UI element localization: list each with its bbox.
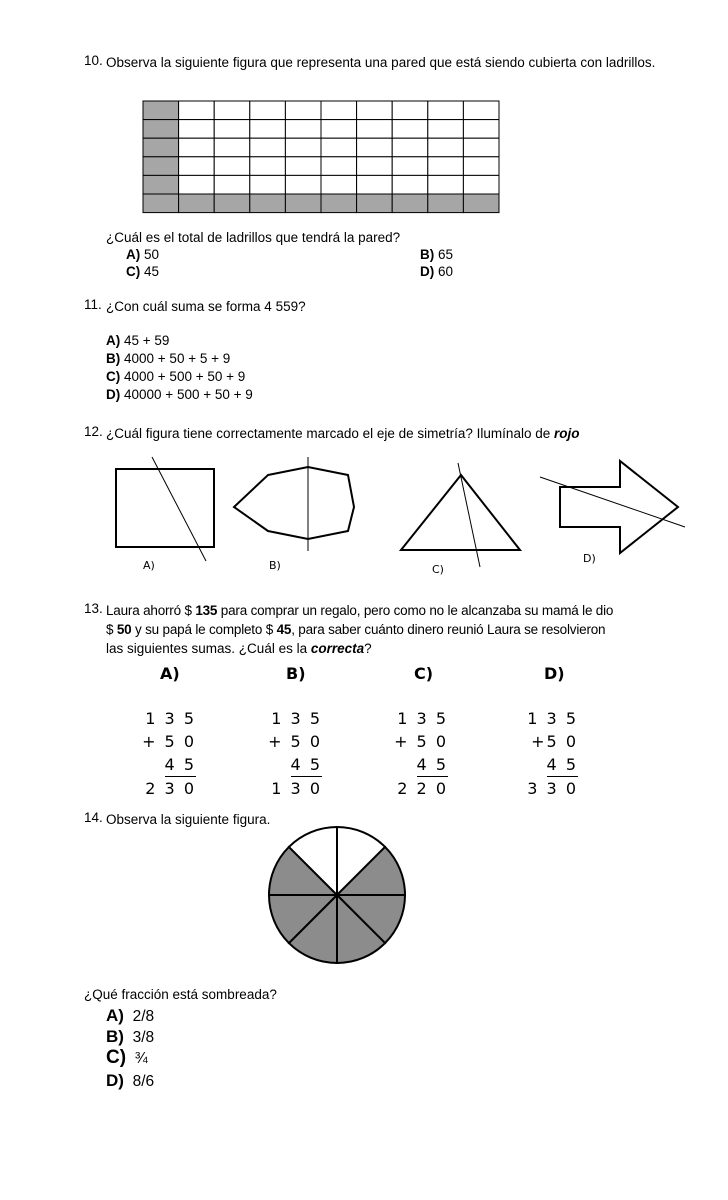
brick-empty <box>357 175 393 194</box>
brick-empty <box>428 120 464 139</box>
brick-empty <box>214 138 250 157</box>
option-d[interactable]: D) 60 <box>420 264 454 279</box>
brick-empty <box>392 120 428 139</box>
brick-empty <box>428 138 464 157</box>
brick-placed <box>250 194 286 213</box>
brick-empty <box>463 120 499 139</box>
brick-placed <box>179 194 215 213</box>
brick-empty <box>285 101 321 120</box>
question-line-1: Laura ahorró $ 135 para comprar un regalo, pero como no le alcanzaba su mamá le dio <box>106 603 614 618</box>
brick-placed <box>143 101 179 120</box>
question-number: 12. <box>84 424 103 439</box>
option-c[interactable]: C) ¾ <box>106 1047 148 1068</box>
question-text-main: ¿Cuál figura tiene correctamente marcado el eje de simetría? Ilumínalo de <box>106 426 554 441</box>
question-text: Observa la siguiente figura. <box>106 812 271 827</box>
question-number: 10. <box>84 53 103 68</box>
symmetry-figures <box>100 455 690 585</box>
sum-c[interactable]: 1 3 5 + 5 0 4 5 2 2 0 <box>394 709 448 798</box>
option-d[interactable]: D) 8/6 <box>106 1071 155 1090</box>
brick-empty <box>250 175 286 194</box>
option-a[interactable]: A) 2/8 <box>106 1006 155 1025</box>
brick-empty <box>463 157 499 176</box>
question-number: 11. <box>84 297 102 312</box>
question-line-2: $ 50 y su papá le completo $ 45, para saber cuánto dinero reunió Laura se resolvieron <box>106 622 606 637</box>
question-prompt: ¿Qué fracción está sombreada? <box>84 987 277 1002</box>
option-b[interactable]: B) 4000 + 50 + 5 + 9 <box>106 351 231 366</box>
figure-c-triangle[interactable] <box>401 463 520 567</box>
brick-empty <box>357 101 393 120</box>
brick-empty <box>214 157 250 176</box>
figure-label-c: C) <box>432 563 444 576</box>
question-number: 13. <box>84 601 103 616</box>
brick-placed <box>143 157 179 176</box>
brick-empty <box>321 138 357 157</box>
brick-empty <box>179 138 215 157</box>
question-line-3: las siguientes sumas. ¿Cuál es la correcta? <box>106 641 372 656</box>
brick-empty <box>357 157 393 176</box>
brick-empty <box>285 120 321 139</box>
brick-placed <box>463 194 499 213</box>
brick-empty <box>428 157 464 176</box>
option-a[interactable]: A) 50 <box>126 247 160 262</box>
figure-label-b: B) <box>269 559 281 572</box>
brick-placed <box>143 120 179 139</box>
brick-empty <box>428 175 464 194</box>
brick-empty <box>463 138 499 157</box>
brick-empty <box>250 138 286 157</box>
brick-empty <box>250 101 286 120</box>
brick-empty <box>250 157 286 176</box>
brick-placed <box>143 138 179 157</box>
option-d[interactable]: D) 40000 + 500 + 50 + 9 <box>106 387 253 402</box>
brick-empty <box>428 101 464 120</box>
brick-empty <box>321 175 357 194</box>
figure-d-arrow[interactable] <box>540 461 685 553</box>
brick-empty <box>463 101 499 120</box>
brick-placed <box>428 194 464 213</box>
sum-d[interactable]: 1 3 5 +5 0 4 5 3 3 0 <box>527 709 578 798</box>
brick-placed <box>143 194 179 213</box>
sum-label-d: D) <box>544 664 565 683</box>
brick-empty <box>214 120 250 139</box>
option-a[interactable]: A) 45 + 59 <box>106 333 170 348</box>
brick-placed <box>357 194 393 213</box>
brick-placed <box>285 194 321 213</box>
brick-placed <box>214 194 250 213</box>
emphasis-word: rojo <box>553 426 580 441</box>
brick-empty <box>392 101 428 120</box>
brick-empty <box>321 101 357 120</box>
brick-empty <box>321 120 357 139</box>
sum-label-a: A) <box>160 664 180 683</box>
brick-empty <box>250 120 286 139</box>
option-b[interactable]: B) 3/8 <box>106 1027 155 1046</box>
brick-empty <box>392 175 428 194</box>
brick-empty <box>357 120 393 139</box>
option-c[interactable]: C) 4000 + 500 + 50 + 9 <box>106 369 246 384</box>
brick-empty <box>179 157 215 176</box>
brick-placed <box>143 175 179 194</box>
brick-empty <box>285 157 321 176</box>
brick-wall-figure <box>142 100 500 214</box>
brick-placed <box>321 194 357 213</box>
brick-empty <box>214 175 250 194</box>
option-b[interactable]: B) 65 <box>420 247 454 262</box>
brick-empty <box>285 138 321 157</box>
brick-empty <box>463 175 499 194</box>
brick-empty <box>179 175 215 194</box>
question-text: ¿Con cuál suma se forma 4 559? <box>106 299 306 314</box>
fraction-circle <box>264 822 410 968</box>
question-prompt: ¿Cuál es el total de ladrillos que tendrá la pared? <box>106 230 401 245</box>
brick-empty <box>321 157 357 176</box>
figure-label-d: D) <box>583 552 596 565</box>
question-text: Observa la siguiente figura que representa una pared que está siendo cubierta con ladrillos. <box>106 55 656 70</box>
question-number: 14. <box>84 810 103 825</box>
brick-empty <box>357 138 393 157</box>
brick-placed <box>392 194 428 213</box>
option-c[interactable]: C) 45 <box>126 264 160 279</box>
sum-b[interactable]: 1 3 5 + 5 0 4 5 1 3 0 <box>268 709 322 798</box>
brick-empty <box>179 101 215 120</box>
brick-empty <box>179 120 215 139</box>
figure-a-rectangle[interactable] <box>116 457 214 561</box>
brick-empty <box>214 101 250 120</box>
sum-label-c: C) <box>414 664 434 683</box>
question-text <box>106 424 579 443</box>
figure-b-hexagon[interactable] <box>234 457 354 551</box>
sum-a[interactable]: 1 3 5 + 5 0 4 5 2 3 0 <box>142 709 196 798</box>
sum-label-b: B) <box>286 664 306 683</box>
figure-label-a: A) <box>143 559 155 572</box>
brick-empty <box>285 175 321 194</box>
brick-empty <box>392 138 428 157</box>
brick-empty <box>392 157 428 176</box>
